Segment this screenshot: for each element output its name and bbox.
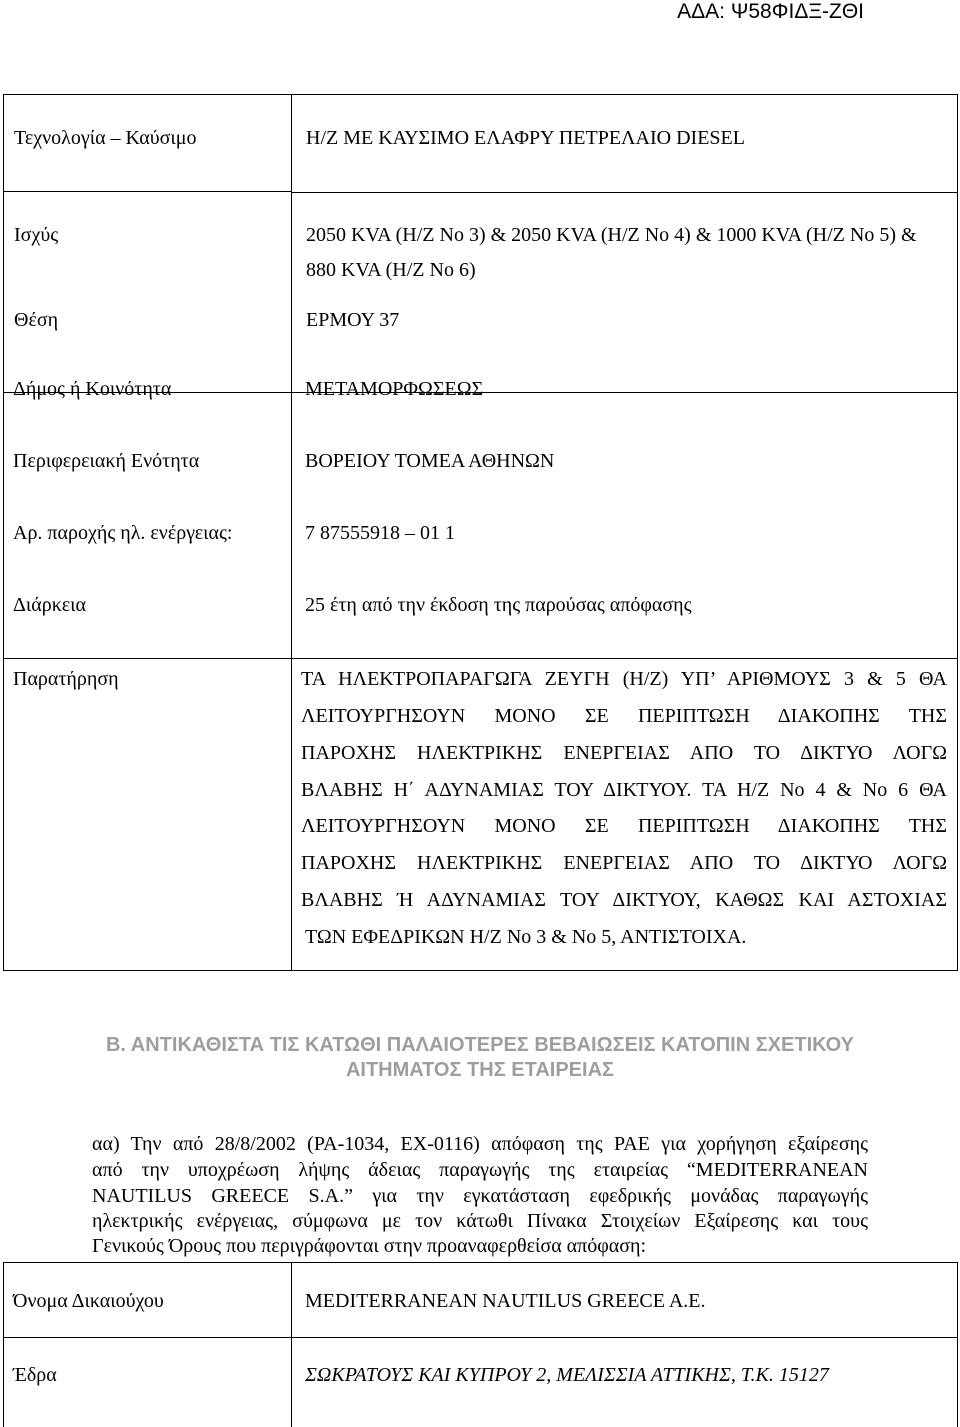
region-label: Περιφερειακή Ενότητα bbox=[13, 450, 200, 472]
remark-line: ΛΕΙΤΟΥΡΓΗΣΟΥΝ ΜΟΝΟ ΣΕ ΠΕΡΙΠΤΩΣΗ ΔΙΑΚΟΠΗΣ ΤΗΣ bbox=[301, 815, 947, 837]
row-divider bbox=[3, 1337, 958, 1338]
row-divider bbox=[3, 94, 291, 192]
seat-value: ΣΩΚΡΑΤΟΥΣ ΚΑΙ ΚΥΠΡΟΥ 2, ΜΕΛΙΣΣΙΑ ΑΤΤΙΚΗΣ, Τ.Κ. 15127 bbox=[305, 1364, 829, 1386]
remark-line: ΤΑ ΗΛΕΚΤΡΟΠΑΡΑΓΩΓΑ ΖΕΥΓΗ (Η/Ζ) ΥΠ’ ΑΡΙΘΜΟΥΣ 3 & 5 ΘΑ bbox=[301, 668, 947, 690]
remark-line: ΒΛΑΒΗΣ Η΄ ΑΔΥΝΑΜΙΑΣ ΤΟΥ ΔΙΚΤΥΟΥ. ΤΑ Η/Ζ Νο 4 & Νο 6 ΘΑ bbox=[301, 779, 947, 801]
paragraph-line: από την υποχρέωση λήψης άδειας παραγωγής της εταιρείας “MEDITERRANEAN bbox=[92, 1159, 868, 1181]
column-divider bbox=[291, 1262, 292, 1427]
power-value-line1: 2050 KVA (H/Z No 3) & 2050 KVA (H/Z No 4) & 1000 KVA (H/Z No 5) & bbox=[306, 224, 917, 246]
paragraph-line: Γενικούς Όρους που περιγράφονται στην προαναφερθείσα απόφαση: bbox=[92, 1235, 647, 1257]
paragraph-line: ηλεκτρικής ενέργειας, σύμφωνα με τον κάτωθι Πίνακα Στοιχείων Εξαίρεσης και τους bbox=[92, 1210, 868, 1232]
seat-label: Έδρα bbox=[13, 1364, 57, 1386]
row-divider bbox=[3, 658, 958, 659]
holder-value: MEDITERRANEAN NAUTILUS GREECE A.E. bbox=[305, 1290, 706, 1312]
supply-number-label: Αρ. παροχής ηλ. ενέργειας: bbox=[13, 522, 233, 544]
tech-label: Τεχνολογία – Καύσιμο bbox=[14, 127, 197, 149]
tech-value: Η/Ζ ΜΕ ΚΑΥΣΙΜΟ ΕΛΑΦΡΥ ΠΕΤΡΕΛΑΙΟ DIESEL bbox=[306, 127, 745, 149]
remark-line: ΠΑΡΟΧΗΣ ΗΛΕΚΤΡΙΚΗΣ ΕΝΕΡΓΕΙΑΣ ΑΠΟ ΤΟ ΔΙΚΤΥΟ ΛΟΓΩ bbox=[301, 852, 947, 874]
power-label: Ισχύς bbox=[14, 224, 59, 246]
supply-number-value: 7 87555918 – 01 1 bbox=[305, 522, 455, 544]
power-value-line2: 880 KVA (H/Z No 6) bbox=[306, 259, 476, 281]
row-divider bbox=[291, 192, 958, 193]
duration-label: Διάρκεια bbox=[13, 594, 87, 616]
beneficiary-table bbox=[3, 1262, 958, 1427]
location-label: Θέση bbox=[14, 309, 59, 331]
holder-label: Όνομα Δικαιούχου bbox=[13, 1290, 164, 1312]
municipality-label: Δήμος ή Κοινότητα bbox=[13, 378, 172, 400]
region-value: ΒΟΡΕΙΟΥ ΤΟΜΕΑ ΑΘΗΝΩΝ bbox=[305, 450, 555, 472]
ada-code: ΑΔΑ: Ψ58ΦΙΔΞ-ΖΘΙ bbox=[677, 0, 864, 23]
remark-line: ΒΛΑΒΗΣ Ή ΑΔΥΝΑΜΙΑΣ ΤΟΥ ΔΙΚΤΥΟΥ, ΚΑΘΩΣ ΚΑΙ ΑΣΤΟΧΙΑΣ bbox=[301, 889, 947, 911]
remark-line: ΠΑΡΟΧΗΣ ΗΛΕΚΤΡΙΚΗΣ ΕΝΕΡΓΕΙΑΣ ΑΠΟ ΤΟ ΔΙΚΤΥΟ ΛΟΓΩ bbox=[301, 742, 947, 764]
column-divider bbox=[291, 94, 292, 971]
remark-line: ΤΩΝ ΕΦΕΔΡΙΚΩΝ Η/Ζ Νο 3 & Νο 5, ΑΝΤΙΣΤΟΙΧΑ. bbox=[305, 926, 747, 948]
section-b-heading-line2: ΑΙΤΗΜΑΤΟΣ ΤΗΣ ΕΤΑΙΡΕΙΑΣ bbox=[345, 1059, 615, 1081]
section-b-heading: Β. ΑΝΤΙΚΑΘΙΣΤΑ ΤΙΣ ΚΑΤΩΘΙ ΠΑΛΑΙΟΤΕΡΕΣ ΒΕΒΑΙΩΣΕΙΣ ΚΑΤΟΠΙΝ ΣΧΕΤΙΚΟΥ bbox=[105, 1034, 855, 1056]
paragraph-line: αα) Την από 28/8/2002 (ΡΑ-1034, ΕΧ-0116) απόφαση της ΡΑΕ για χορήγηση εξαίρεσης bbox=[92, 1133, 868, 1155]
municipality-value: ΜΕΤΑΜΟΡΦΩΣΕΩΣ bbox=[305, 378, 484, 400]
remark-line: ΛΕΙΤΟΥΡΓΗΣΟΥΝ ΜΟΝΟ ΣΕ ΠΕΡΙΠΤΩΣΗ ΔΙΑΚΟΠΗΣ ΤΗΣ bbox=[301, 705, 947, 727]
duration-value: 25 έτη από την έκδοση της παρούσας απόφασης bbox=[305, 594, 692, 616]
paragraph-line: NAUTILUS GREECE S.A.” για την εγκατάσταση εφεδρικής μονάδας παραγωγής bbox=[92, 1185, 868, 1207]
location-value: ΕΡΜΟΥ 37 bbox=[306, 309, 400, 331]
remark-label: Παρατήρηση bbox=[13, 668, 119, 690]
